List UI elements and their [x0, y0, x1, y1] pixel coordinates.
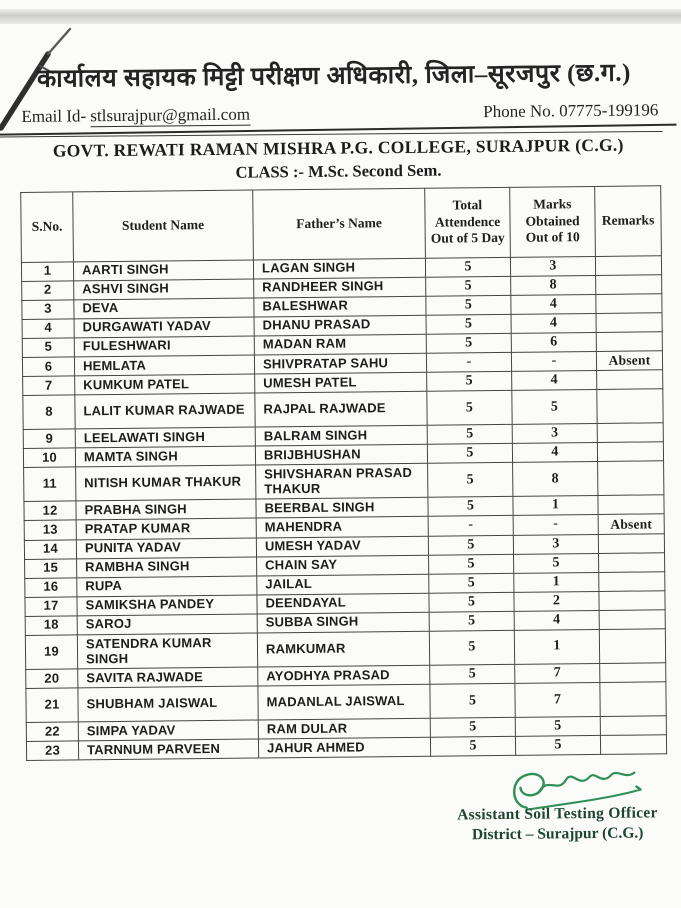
- cell-attendance: 5: [426, 333, 511, 353]
- cell-serial-number: 1: [21, 261, 73, 281]
- cell-remarks: Absent: [598, 514, 664, 534]
- cell-student-name: MAMTA SINGH: [75, 446, 255, 467]
- cell-father-name: UMESH YADAV: [256, 536, 428, 557]
- cell-student-name: SAVITA RAJWADE: [78, 667, 258, 688]
- office-title-hindi: कार्यालय सहायक मिट्टी परीक्षण अधिकारी, जिला–सूरजपुर (छ.ग.): [36, 59, 631, 93]
- cell-remarks: Absent: [596, 351, 662, 371]
- cell-student-name: HEMLATA: [74, 355, 254, 376]
- cell-serial-number: 8: [23, 395, 75, 430]
- cell-remarks: [597, 370, 663, 390]
- cell-remarks: [600, 735, 666, 755]
- contact-row: [0, 100, 678, 127]
- cell-remarks: [595, 255, 661, 275]
- cell-student-name: LALIT KUMAR RAJWADE: [75, 393, 255, 429]
- signature-block: [457, 765, 658, 845]
- cell-remarks: [598, 461, 664, 496]
- cell-father-name: BRIJBHUSHAN: [255, 444, 427, 465]
- student-table-body: [21, 255, 666, 760]
- cell-attendance: 5: [426, 295, 511, 315]
- cell-remarks: [597, 442, 663, 462]
- email-line: [21, 105, 250, 127]
- cell-father-name: UMESH PATEL: [255, 372, 427, 393]
- cell-serial-number: 19: [25, 635, 77, 670]
- cell-serial-number: 14: [24, 539, 76, 559]
- cell-student-name: RAMBHA SINGH: [77, 557, 257, 578]
- cell-attendance: 5: [428, 497, 513, 517]
- email-address: stlsurajpur@gmail.com: [90, 104, 251, 126]
- cell-student-name: PRABHA SINGH: [76, 499, 256, 520]
- cell-father-name: BALESHWAR: [254, 296, 426, 317]
- cell-serial-number: 21: [26, 688, 78, 723]
- cell-attendance: 5: [429, 611, 514, 631]
- cell-serial-number: 4: [22, 319, 74, 339]
- cell-father-name: JAHUR AHMED: [258, 737, 430, 758]
- cell-marks: -: [513, 515, 598, 535]
- cell-marks: 1: [513, 496, 598, 516]
- cell-marks: 3: [513, 534, 598, 554]
- cell-student-name: FULESHWARI: [74, 336, 254, 357]
- cell-student-name: SIMPA YADAV: [78, 720, 258, 741]
- cell-serial-number: 20: [26, 669, 78, 689]
- cell-remarks: [599, 552, 665, 572]
- cell-student-name: SATENDRA KUMAR SINGH: [77, 633, 257, 669]
- cell-serial-number: 12: [24, 501, 76, 521]
- cell-serial-number: 18: [25, 616, 77, 636]
- cell-student-name: AARTI SINGH: [73, 260, 253, 281]
- cell-remarks: [598, 495, 664, 515]
- cell-father-name: SHIVSHARAN PRASAD THAKUR: [256, 464, 428, 500]
- cell-attendance: 5: [429, 573, 514, 593]
- cell-father-name: BALRAM SINGH: [255, 425, 427, 446]
- cell-attendance: 5: [427, 425, 512, 445]
- cell-remarks: [599, 591, 665, 611]
- cell-marks: -: [511, 351, 596, 371]
- cell-student-name: ASHVI SINGH: [74, 279, 254, 300]
- email-label: Email Id-: [21, 106, 91, 126]
- cell-remarks: [596, 293, 662, 313]
- cell-attendance: 5: [427, 391, 512, 426]
- cell-student-name: LEELAWATI SINGH: [75, 427, 255, 448]
- cell-father-name: MAHENDRA: [256, 517, 428, 538]
- cell-father-name: RAM DULAR: [258, 718, 430, 739]
- cell-father-name: AYODHYA PRASAD: [258, 665, 430, 686]
- cell-serial-number: 6: [22, 357, 74, 377]
- cell-attendance: -: [428, 516, 513, 536]
- cell-remarks: [600, 682, 666, 717]
- cell-father-name: MADAN RAM: [254, 334, 426, 355]
- col-header-sno: S.No.: [21, 191, 74, 262]
- cell-attendance: 5: [426, 314, 511, 334]
- cell-student-name: SAMIKSHA PANDEY: [77, 595, 257, 616]
- cell-serial-number: 11: [24, 467, 76, 502]
- cell-marks: 4: [511, 294, 596, 314]
- cell-father-name: DHANU PRASAD: [254, 315, 426, 336]
- cell-attendance: 5: [429, 592, 514, 612]
- cell-father-name: CHAIN SAY: [257, 555, 429, 576]
- cell-attendance: 5: [430, 683, 515, 718]
- cell-remarks: [596, 313, 662, 333]
- col-header-remarks: Remarks: [595, 185, 662, 256]
- cell-attendance: 5: [427, 371, 512, 391]
- cell-father-name: RANDHEER SINGH: [254, 277, 426, 298]
- cell-remarks: [597, 389, 663, 424]
- cell-serial-number: 3: [22, 300, 74, 320]
- cell-remarks: [597, 423, 663, 443]
- cell-marks: 6: [511, 332, 596, 352]
- cell-serial-number: 15: [25, 559, 77, 579]
- cell-serial-number: 23: [26, 741, 78, 761]
- cell-father-name: SUBBA SINGH: [257, 612, 429, 633]
- cell-marks: 1: [514, 629, 599, 664]
- cell-student-name: DEVA: [74, 298, 254, 319]
- college-name: GOVT. REWATI RAMAN MISHRA P.G. COLLEGE, SURAJPUR (C.G.): [52, 134, 624, 161]
- cell-student-name: PUNITA YADAV: [76, 538, 256, 559]
- cell-attendance: 5: [429, 554, 514, 574]
- cell-marks: 4: [514, 610, 599, 630]
- cell-student-name: TARNNUM PARVEEN: [78, 739, 258, 760]
- cell-student-name: SAROJ: [77, 614, 257, 635]
- cell-attendance: 5: [428, 535, 513, 555]
- cell-remarks: [600, 663, 666, 683]
- cell-student-name: NITISH KUMAR THAKUR: [76, 465, 256, 501]
- cell-serial-number: 16: [25, 578, 77, 598]
- cell-attendance: 5: [426, 276, 511, 296]
- cell-attendance: 5: [430, 737, 515, 757]
- cell-remarks: [600, 716, 666, 736]
- cell-marks: 5: [514, 553, 599, 573]
- cell-marks: 8: [513, 462, 598, 497]
- cell-serial-number: 5: [22, 338, 74, 358]
- phone-number: Phone No. 07775-199196: [483, 100, 659, 122]
- cell-student-name: DURGAWATI YADAV: [74, 317, 254, 338]
- cell-father-name: RAJPAL RAJWADE: [255, 391, 427, 427]
- cell-marks: 3: [512, 424, 597, 444]
- cell-serial-number: 9: [23, 429, 75, 449]
- cell-father-name: DEENDAYAL: [257, 593, 429, 614]
- student-marks-table: [20, 185, 667, 761]
- cell-marks: 4: [511, 313, 596, 333]
- cell-marks: 3: [510, 256, 595, 276]
- cell-father-name: RAMKUMAR: [257, 631, 429, 667]
- cell-student-name: KUMKUM PATEL: [75, 374, 255, 395]
- col-header-attendance: Total Attendence Out of 5 Day: [425, 187, 511, 258]
- cell-remarks: [596, 274, 662, 294]
- cell-attendance: -: [426, 352, 511, 372]
- cell-father-name: JAILAL: [257, 574, 429, 595]
- cell-marks: 5: [515, 736, 600, 756]
- cell-father-name: LAGAN SINGH: [253, 258, 425, 279]
- col-header-father-name: Father’s Name: [253, 188, 426, 260]
- cell-serial-number: 22: [26, 722, 78, 742]
- cell-student-name: PRATAP KUMAR: [76, 518, 256, 539]
- cell-marks: 7: [515, 663, 600, 683]
- cell-marks: 1: [514, 572, 599, 592]
- signature-title: Assistant Soil Testing Officer: [457, 804, 658, 824]
- cell-attendance: 5: [428, 463, 513, 498]
- cell-remarks: [596, 332, 662, 352]
- cell-marks: 8: [511, 275, 596, 295]
- cell-marks: 2: [514, 591, 599, 611]
- cell-serial-number: 17: [25, 597, 77, 617]
- cell-serial-number: 13: [24, 520, 76, 540]
- cell-father-name: BEERBAL SINGH: [256, 498, 428, 519]
- cell-marks: 5: [512, 390, 597, 425]
- col-header-student-name: Student Name: [73, 190, 254, 262]
- col-header-marks: Marks Obtained Out of 10: [510, 186, 596, 257]
- cell-father-name: MADANLAL JAISWAL: [258, 684, 430, 720]
- cell-student-name: RUPA: [77, 576, 257, 597]
- cell-marks: 7: [515, 683, 600, 718]
- cell-attendance: 5: [427, 444, 512, 464]
- cell-father-name: SHIVPRATAP SAHU: [254, 353, 426, 374]
- cell-remarks: [599, 629, 665, 664]
- cell-remarks: [599, 571, 665, 591]
- class-line: CLASS :- M.Sc. Second Sem.: [235, 160, 442, 182]
- cell-remarks: [599, 610, 665, 630]
- cell-marks: 4: [512, 371, 597, 391]
- cell-attendance: 5: [429, 630, 514, 665]
- cell-serial-number: 2: [22, 281, 74, 301]
- cell-attendance: 5: [425, 257, 510, 277]
- table-header: [21, 185, 662, 262]
- cell-remarks: [598, 533, 664, 553]
- cell-attendance: 5: [430, 717, 515, 737]
- cell-serial-number: 7: [23, 376, 75, 396]
- cell-marks: 4: [512, 443, 597, 463]
- signature-district: District – Surajpur (C.G.): [471, 824, 644, 844]
- cell-serial-number: 10: [23, 448, 75, 468]
- cell-attendance: 5: [430, 664, 515, 684]
- cell-student-name: SHUBHAM JAISWAL: [78, 686, 258, 722]
- cell-marks: 5: [515, 717, 600, 737]
